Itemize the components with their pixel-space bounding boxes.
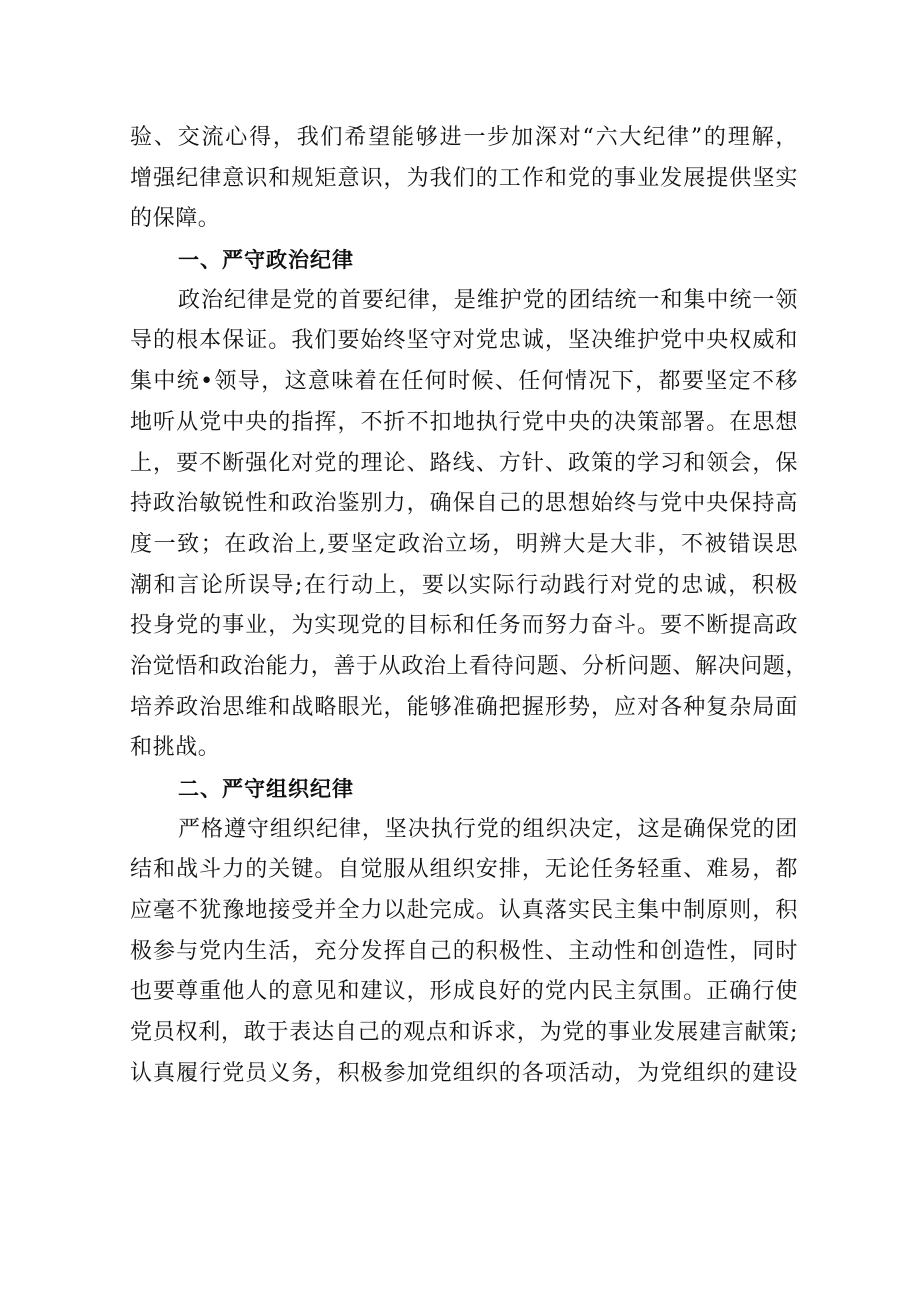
text-line: 潮和言论所误导;在行动上，要以实际行动践行对党的忠诚，积极 [130, 572, 798, 598]
text-line: 严格遵守组织纪律，坚决执行党的组织决定，这是确保党的团 [178, 816, 798, 842]
document-body [130, 118, 809, 1095]
text-line: 培养政治思维和战略眼光，能够准确把握形势，应对各种复杂局面 [130, 694, 798, 720]
paragraph-organizational-discipline [130, 810, 798, 1095]
section-heading-political: 一、严守政治纪律 [178, 248, 354, 273]
text-line: 和挑战。 [130, 735, 221, 761]
text-line: 党员权利，敢于表达自己的观点和诉求，为党的事业发展建言献策; [130, 1020, 798, 1046]
text-line: 上，要不断强化对党的理论、路线、方针、政策的学习和领会，保 [130, 450, 798, 476]
paragraph-political-discipline [130, 281, 809, 769]
text-line: 集中统•领导，这意味着在任何时候、任何情况下，都要坚定不移 [130, 369, 798, 395]
text-line: 的保障。 [130, 206, 221, 232]
text-line: 地听从党中央的指挥，不折不扣地执行党中央的决策部署。在思想 [130, 409, 798, 435]
text-line: 验、交流心得，我们希望能够进一步加深对“六大纪律”的理解， [130, 125, 798, 150]
text-line: 政治纪律是党的首要纪律，是维护党的团结统一和集中统一领 [178, 287, 798, 313]
section-heading-organizational: 二、严守组织纪律 [178, 777, 354, 801]
paragraph-intro [130, 118, 798, 240]
text-line: 度一致；在政治上,要坚定政治立场，明辨大是大非，不被错误思 [130, 531, 798, 557]
text-line: 极参与党内生活，充分发挥自己的积极性、主动性和创造性，同时 [130, 938, 798, 964]
text-line: 导的根本保证。我们要始终坚守对党忠诚，坚决维护党中央权威和 [130, 328, 798, 354]
text-line: 治觉悟和政治能力，善于从政治上看待问题、分析问题、解决问题， [130, 653, 809, 679]
text-line: 投身党的事业，为实现党的目标和任务而努力奋斗。要不断提高政 [130, 613, 798, 639]
text-line: 结和战斗力的关键。自觉服从组织安排，无论任务轻重、难易，都 [130, 857, 798, 883]
text-line: 应毫不犹豫地接受并全力以赴完成。认真落实民主集中制原则，积 [130, 898, 798, 924]
text-line: 也要尊重他人的意见和建议，形成良好的党内民主氛围。正确行使 [130, 979, 798, 1005]
text-line: 持政治敏锐性和政治鉴别力，确保自己的思想始终与党中央保持高 [130, 491, 798, 517]
text-line: 认真履行党员义务，积极参加党组织的各项活动，为党组织的建设 [130, 1060, 798, 1086]
text-line: 增强纪律意识和规矩意识，为我们的工作和党的事业发展提供坚实 [130, 165, 798, 191]
